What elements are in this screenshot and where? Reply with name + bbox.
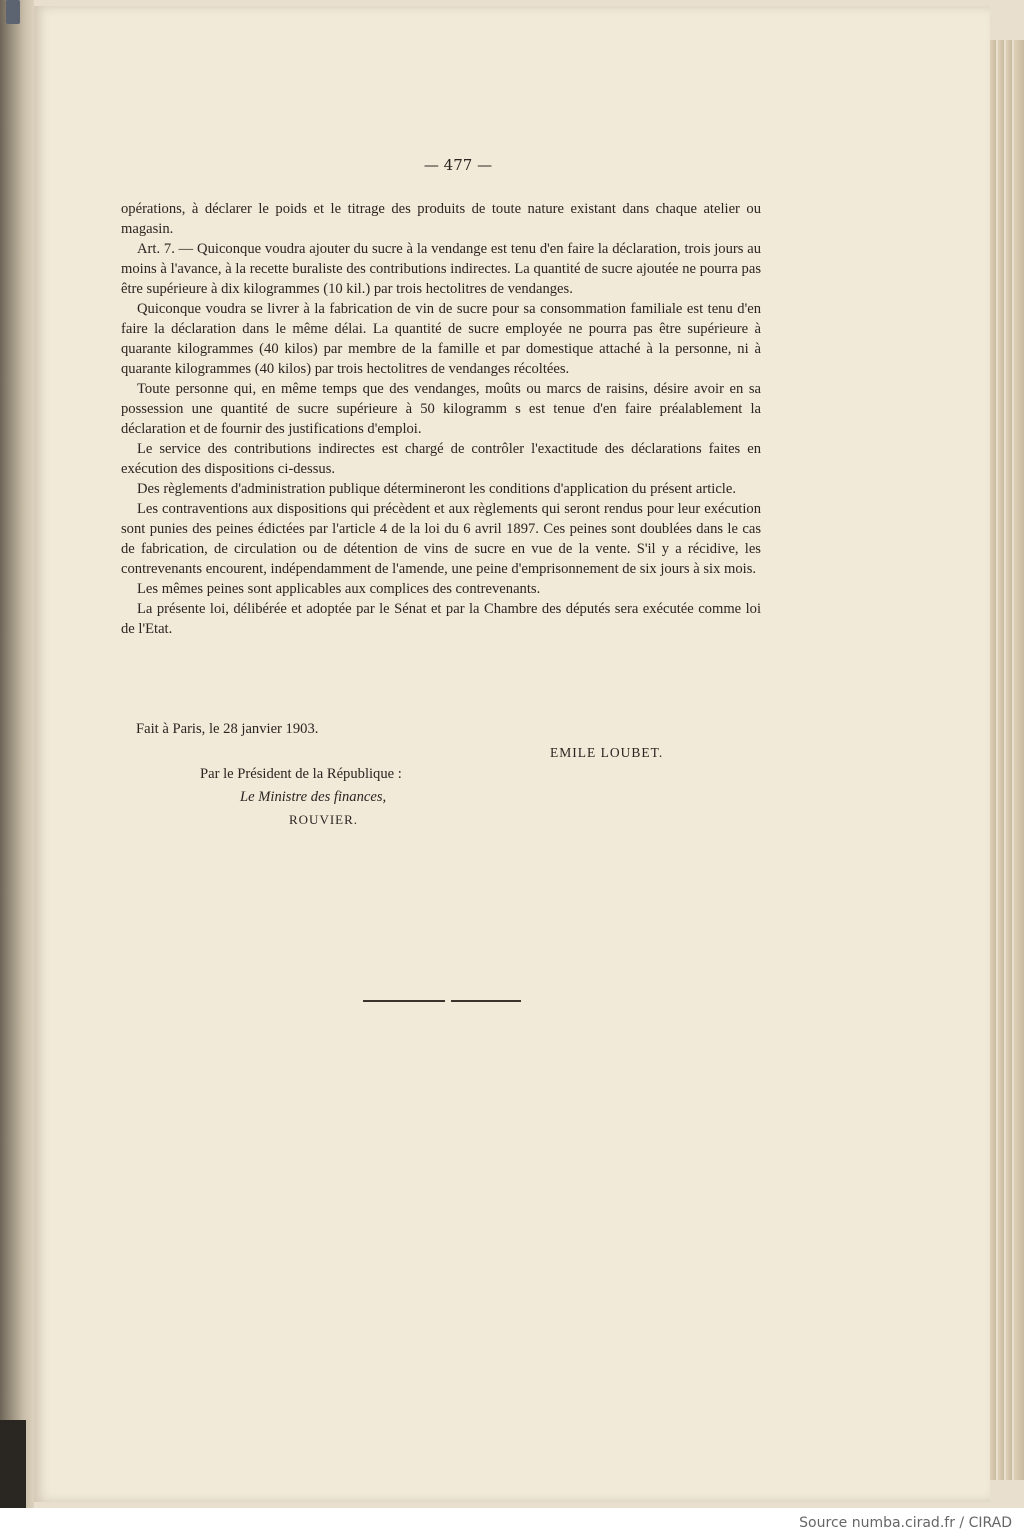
by-line: Par le Président de la République :: [200, 766, 402, 782]
paragraph: Les mêmes peines sont applicables aux complices des contrevenants.: [137, 581, 541, 597]
rule-gap: [445, 1000, 451, 1002]
paragraph: La présente loi, délibérée et adoptée par le Sénat et par la Chambre des députés sera exécutée comme loi de l'Etat.: [121, 601, 761, 637]
minister-title: Le Ministre des finances,: [240, 789, 387, 805]
minister-name: ROUVIER.: [289, 812, 359, 827]
book-binding: [0, 0, 34, 1508]
page-number: — 477 —: [423, 156, 493, 174]
paragraph: Art. 7. — Quiconque voudra ajouter du sucre à la vendange est tenu d'en faire la déclaration, trois jours au moins à l'avance, à la recette buraliste des contributions indirectes. La quantité de sucre ajoutée ne pourra pas être supérieure à dix kilogrammes (10 kil.) par trois hectolitres de vendanges.: [121, 241, 761, 297]
page-edge: [1006, 40, 1012, 1480]
binding-shadow: [0, 1420, 26, 1508]
paragraph: opérations, à déclarer le poids et le titrage des produits de toute nature existant dans chaque atelier ou magasin.: [121, 201, 761, 237]
date-line: Fait à Paris, le 28 janvier 1903.: [136, 721, 319, 737]
binding-thread: [6, 0, 20, 24]
paragraph: Des règlements d'administration publique détermineront les conditions d'application du présent article.: [137, 481, 736, 497]
signer-name: EMILE LOUBET.: [550, 745, 664, 760]
page-edge: [998, 40, 1004, 1480]
law-text: [121, 199, 761, 639]
paragraph: Quiconque voudra se livrer à la fabrication de vin de sucre pour sa consommation familiale est tenu d'en faire la déclaration dans le même délai. La quantité de sucre employée ne pourra pas être supérieure à quarante kilogrammes (40 kilos) par membre de la famille et par domestique attaché à la personne, ni à quarante kilogrammes (40 kilos) par trois hectolitres de vendanges récoltées.: [121, 301, 761, 377]
paragraph: Le service des contributions indirectes est chargé de contrôler l'exactitude des déclarations faites en exécution des dispositions ci-dessus.: [121, 441, 761, 477]
page-edge: [1014, 40, 1024, 1480]
closing-rule: [363, 1000, 521, 1002]
page-edge: [990, 40, 996, 1480]
paragraph: Les contraventions aux dispositions qui précèdent et aux règlements qui seront rendus pour leur exécution sont punies des peines édictées par l'article 4 de la loi du 6 avril 1897. Ces peines sont doublées dans le cas de fabrication, de circulation ou de détention de vins de sucre en vue de la vente. S'il y a récidive, les contrevenants encourent, indépendamment de l'amende, une peine d'emprisonnement de six jours à six mois.: [121, 501, 761, 577]
paragraph: Toute personne qui, en même temps que des vendanges, moûts ou marcs de raisins, désire avoir en sa possession une quantité de sucre supérieure à 50 kilogramm s est tenue d'en faire préalablement la déclaration et de fournir des justifications d'emploi.: [121, 381, 761, 437]
source-credit: Source numba.cirad.fr / CIRAD: [799, 1515, 1012, 1531]
